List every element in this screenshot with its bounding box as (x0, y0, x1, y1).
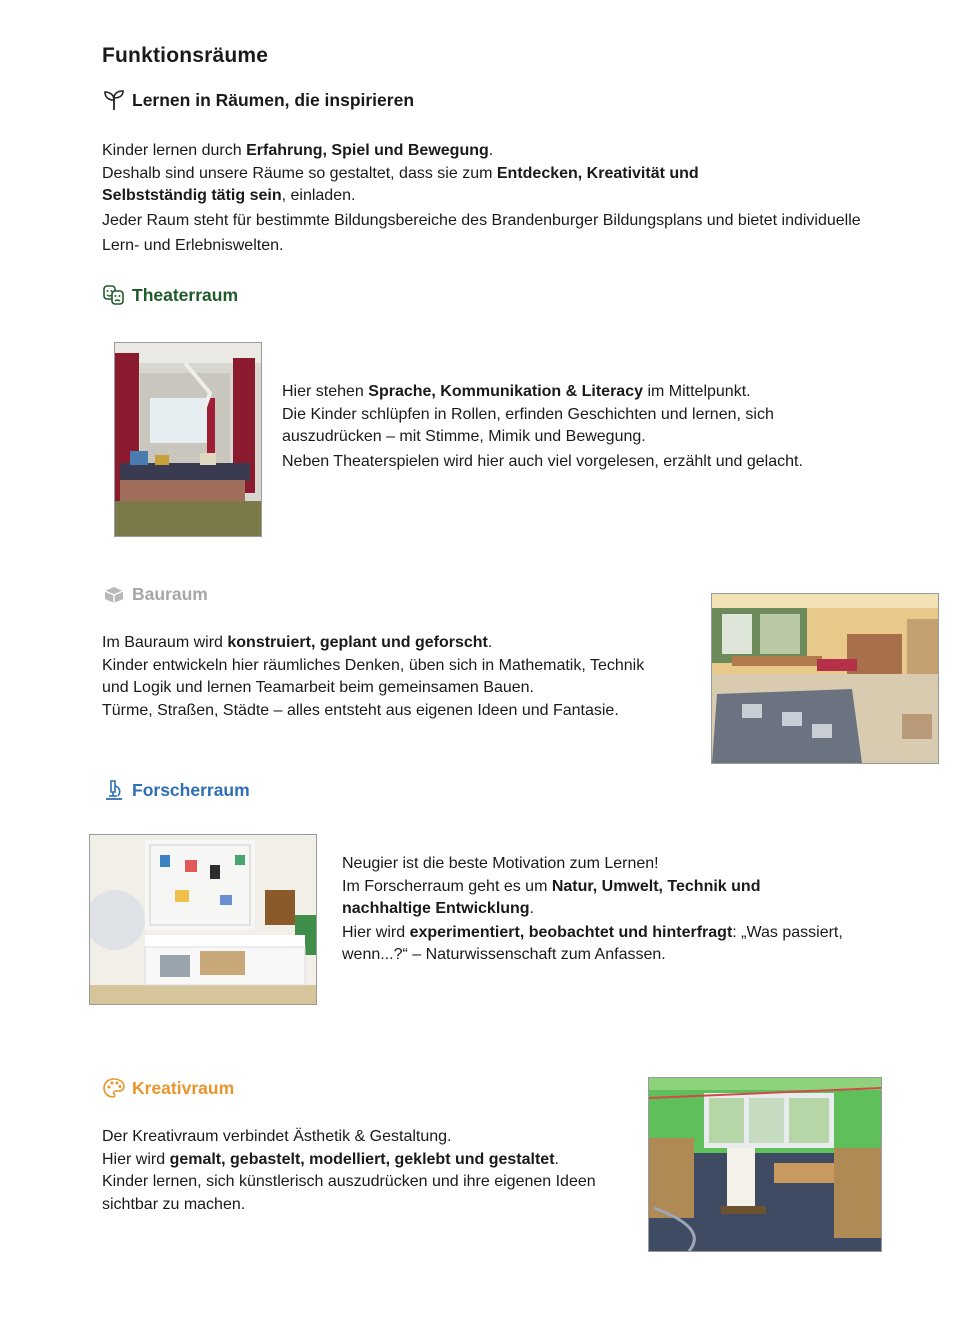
forscher-bold: experimentiert, beobachtet und hinterfragt (409, 923, 733, 941)
forscher-text: : „Was passiert, wenn...?“ – Naturwissenschaft zum Anfassen. (342, 923, 843, 964)
section-heading-text: Kreativraum (132, 1077, 235, 1098)
section-heading-bau (102, 582, 208, 606)
building-blocks-icon (102, 582, 126, 606)
forscher-bold: Natur, Umwelt, Technik und nachhaltige Entwicklung (342, 877, 761, 918)
seedling-icon (102, 88, 126, 112)
intro-text: . (488, 142, 494, 159)
kreativ-description (102, 1126, 632, 1216)
bau-description (102, 632, 692, 722)
section-heading-forscher (102, 778, 250, 802)
section-heading-theater (102, 283, 238, 307)
forscher-description (342, 853, 862, 967)
theater-bold: Sprache, Kommunikation & Literacy (368, 383, 643, 400)
bau-text: Kinder entwickeln hier räumliches Denken, üben sich in Mathematik, Technik und Logik und lernen Teamarbeit beim gemeinsamen Bauen. (102, 656, 645, 697)
intro-text: Deshalb sind unsere Räume so gestaltet, dass sie zum (102, 164, 497, 182)
forscher-text: Im Forscherraum geht es um (342, 877, 552, 895)
kreativ-bold: gemalt, gebastelt, modelliert, geklebt und gestaltet (169, 1150, 555, 1168)
bau-bold: konstruiert, geplant und geforscht (227, 634, 488, 651)
forscher-text: Neugier ist die beste Motivation zum Lernen! (342, 855, 659, 872)
forscher-room-photo (89, 834, 317, 1005)
page-title: Funktionsräume (102, 44, 269, 67)
intro-text: Jeder Raum steht für bestimmte Bildungsbereiche des Brandenburger Bildungsplans und bietet individuelle Lern- und Erlebniswelten. (102, 211, 861, 254)
bau-text: . (487, 634, 493, 651)
kreativ-text: Der Kreativraum verbindet Ästhetik & Gestaltung. (102, 1128, 452, 1145)
bau-text: Im Bauraum wird (102, 634, 228, 651)
intro-text: , einladen. (281, 187, 356, 205)
forscher-text: . (529, 900, 535, 918)
intro-text: Kinder lernen durch (102, 142, 247, 159)
intro-bold: Erfahrung, Spiel und Bewegung (246, 142, 489, 159)
theater-text: Neben Theaterspielen wird hier auch viel vorgelesen, erzählt und gelacht. (282, 452, 803, 470)
section-heading-text: Theaterraum (132, 284, 239, 305)
kreativ-text: Kinder lernen, sich künstlerisch auszudrücken und ihre eigenen Ideen sichtbar zu machen. (102, 1173, 596, 1213)
theater-text: Die Kinder schlüpfen in Rollen, erfinden Geschichten und lernen, sich auszudrücken – mit Stimme, Mimik und Bewegung. (282, 405, 774, 446)
section-heading-kreativ (102, 1076, 234, 1100)
subtitle-text: Lernen in Räumen, die inspirieren (132, 89, 415, 110)
page-subtitle (102, 88, 414, 112)
kreativ-room-photo (648, 1077, 882, 1252)
section-heading-text: Bauraum (132, 583, 208, 604)
kreativ-text: Hier wird (102, 1150, 170, 1168)
microscope-icon (102, 778, 126, 802)
theater-room-photo (114, 342, 262, 537)
intro-paragraph (102, 140, 882, 258)
intro-bold: Entdecken, Kreativität und Selbstständig tätig sein (102, 164, 699, 205)
theater-text: im Mittelpunkt. (643, 383, 751, 400)
forscher-text: Hier wird (342, 923, 410, 941)
bau-room-photo (711, 593, 939, 764)
theater-masks-icon (102, 283, 126, 307)
palette-icon (102, 1076, 126, 1100)
theater-text: Hier stehen (282, 383, 369, 400)
section-heading-text: Forscherraum (132, 779, 250, 800)
kreativ-text: . (554, 1150, 559, 1168)
bau-text: Türme, Straßen, Städte – alles entsteht aus eigenen Ideen und Fantasie. (102, 701, 619, 719)
theater-description (282, 381, 882, 473)
